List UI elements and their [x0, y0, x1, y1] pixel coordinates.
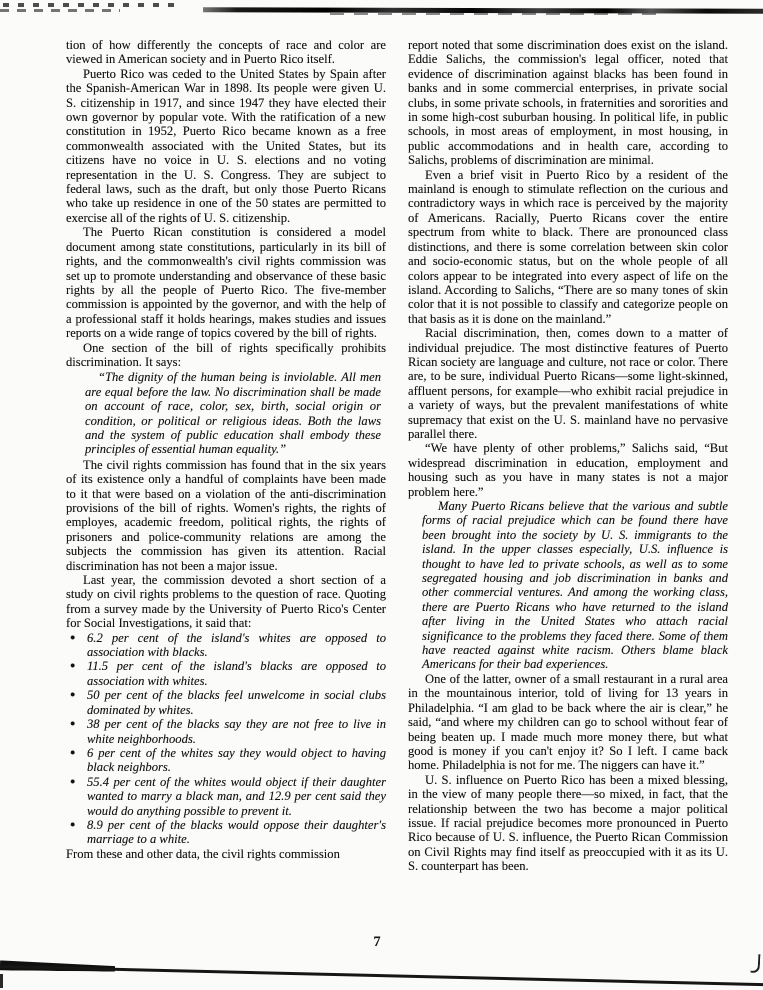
survey-bullet-list — [66, 631, 386, 847]
paragraph: Racial discrimination, then, comes down to a matter of individual prejudice. The most distinctive features of Puerto Rican society are language and culture, not race or color. There are, to be sure, individual Puerto Ricans—some light-skinned, affluent persons, for example—who exhibit racial prejudice in a variety of ways, but the prevalent manifestations of white supremacy that exist on the U. S. mainland have no pervasive parallel there. — [408, 326, 728, 441]
scan-artifact-bottom-line — [0, 965, 763, 987]
paragraph: “We have plenty of other problems,” Salichs said, “But widespread discrimination in education, employment and housing such as you have in many states is not a major problem here.” — [408, 441, 728, 499]
two-column-text-body — [66, 38, 728, 874]
paragraph: report noted that some discrimination does exist on the island. Eddie Salichs, the commission's legal officer, noted that evidence of discrimination against blacks has been found in banks and in some commercial enterprises, in private social clubs, in some private schools, in fraternities and sororities and in some high-cost suburban housing. In political life, in public schools, in most areas of employment, in most housing, in public accommodations and in health care, according to Salichs, problems of discrimination are minimal. — [408, 38, 728, 168]
paragraph: One of the latter, owner of a small restaurant in a rural area in the mountainous interior, told of living for 13 years in Philadelphia. “I am glad to be back where the air is clear,” he said, “and where my children can go to school without fear of being beaten up. I made much more money there, but what good is money if you can't enjoy it? So I left. I came back home. Philadelphia is not for me. The niggers can have it.” — [408, 671, 728, 773]
paragraph: Last year, the commission devoted a short section of a study on civil rights problems to the question of race. Quoting from a survey made by the University of Puerto Rico's Center for Social Investigations, it said that: — [66, 573, 386, 631]
paragraph: U. S. influence on Puerto Rico has been a mixed blessing, in the view of many people there—so mixed, in fact, that the relationship between the two has become a major political issue. If racial prejudice becomes more pronounced in Puerto Rico because of U. S. influence, the Puerto Rican Commission on Civil Rights may find itself as preoccupied with it as its U. S. counterpart has been. — [408, 772, 728, 874]
bullet-item: ● 8.9 per cent of the blacks would oppose their daughter's marriage to a white. — [66, 818, 386, 847]
scan-artifact-top-band-fragments — [330, 13, 660, 15]
scan-artifact-top-band — [203, 7, 763, 13]
page-number: 7 — [373, 934, 381, 950]
paragraph: Puerto Rico was ceded to the United States by Spain after the Spanish-American War in 1898. Its people were given U. S. citizenship in 1917, and since 1947 they have elected their own governor by popular vote. With the ratification of a new constitution in 1952, Puerto Rico became known as a free commonwealth associated with the United States, but its citizens have no voice in U. S. elections and no voting representation in the U. S. Congress. They are subject to federal laws, such as the draft, but only those Puerto Ricans who take up residence in one of the 50 states are permitted to exercise all of the rights of U. S. citizenship. — [66, 66, 386, 225]
italic-commentary-paragraph: Many Puerto Ricans believe that the various and subtle forms of racial prejudice which can be found there have been brought into the society by U. S. immigrants to the island. In the upper classes especially, U.S. influence is thought to have led to private schools, as well as to some segregated housing and job discrimination in banks and other commercial ventures. And among the working class, there are Puerto Ricans who have returned to the island after living in the United States who attach racial significance to the problems they faced there. Some of them have reacted against white racism. Others blame black Americans for their bad experiences. — [422, 499, 728, 672]
scan-artifact-corner-mark — [751, 954, 761, 973]
constitution-quote: “The dignity of the human being is inviolable. All men are equal before the law. No discrimination shall be made on account of race, color, sex, birth, social origin or condition, or political or religious ideas. Both the laws and the system of public education shall embody these principles of essential human equality.” — [85, 370, 381, 457]
scan-artifact-bottom-left-tick — [0, 974, 3, 988]
bullet-item: ● 50 per cent of the blacks feel unwelcome in social clubs dominated by whites. — [66, 688, 386, 717]
paragraph: Even a brief visit in Puerto Rico by a resident of the mainland is enough to stimulate reflection on the curious and contradictory ways in which race is perceived by the majority of Americans. Racially, Puerto Ricans cover the entire spectrum from white to black. There are pronounced class distinctions, and there is some correlation between skin color and socio-economic status, but on the whole people of all colors appear to be integrated into every aspect of life on the island. According to Salichs, “There are so many tones of skin color that it is not possible to classify and categorize people on that basis as it is done on the mainland.” — [408, 167, 728, 326]
scan-artifact-bottom-blob — [0, 960, 115, 971]
bullet-item: ● 55.4 per cent of the whites would object if their daughter wanted to marry a black man, and 12.9 per cent said they would do anything possible to prevent it. — [66, 775, 386, 818]
paragraph: The civil rights commission has found that in the six years of its existence only a handful of complaints have been made to it that were based on a violation of the anti-discrimination provisions of the bill of rights. Women's rights, the rights of employes, academic freedom, political rights, the rights of prisoners and police-community relations are among the subjects the commission has given its attention. Racial discrimination has not been a major issue. — [66, 457, 386, 573]
scan-artifact-top-dashes-2 — [0, 9, 120, 12]
paragraph: The Puerto Rican constitution is considered a model document among state constitutions, particularly in its bill of rights, and the commonwealth's civil rights commission was set up to promote understanding and observance of these basic rights by all the people of Puerto Rico. The five-member commission is appointed by the governor, and with the help of a professional staff it holds hearings, makes studies and issues reports on a wide range of topics covered by the bill of rights. — [66, 225, 386, 341]
bullet-item: ● 11.5 per cent of the island's blacks are opposed to association with whites. — [66, 659, 386, 688]
bullet-item: ● 38 per cent of the blacks say they are not free to live in white neighborhoods. — [66, 717, 386, 746]
right-column — [408, 38, 728, 874]
scan-artifact-top-dashes — [3, 3, 183, 7]
paragraph: tion of how differently the concepts of race and color are viewed in American society and in Puerto Rico itself. — [66, 38, 386, 67]
bullet-item: ● 6.2 per cent of the island's whites are opposed to association with blacks. — [66, 631, 386, 660]
paragraph: One section of the bill of rights specifically prohibits discrimination. It says: — [66, 340, 386, 369]
paragraph: From these and other data, the civil rights commission — [66, 846, 340, 861]
bullet-item: ● 6 per cent of the whites say they would object to having black neighbors. — [66, 746, 386, 775]
left-column — [66, 38, 386, 874]
